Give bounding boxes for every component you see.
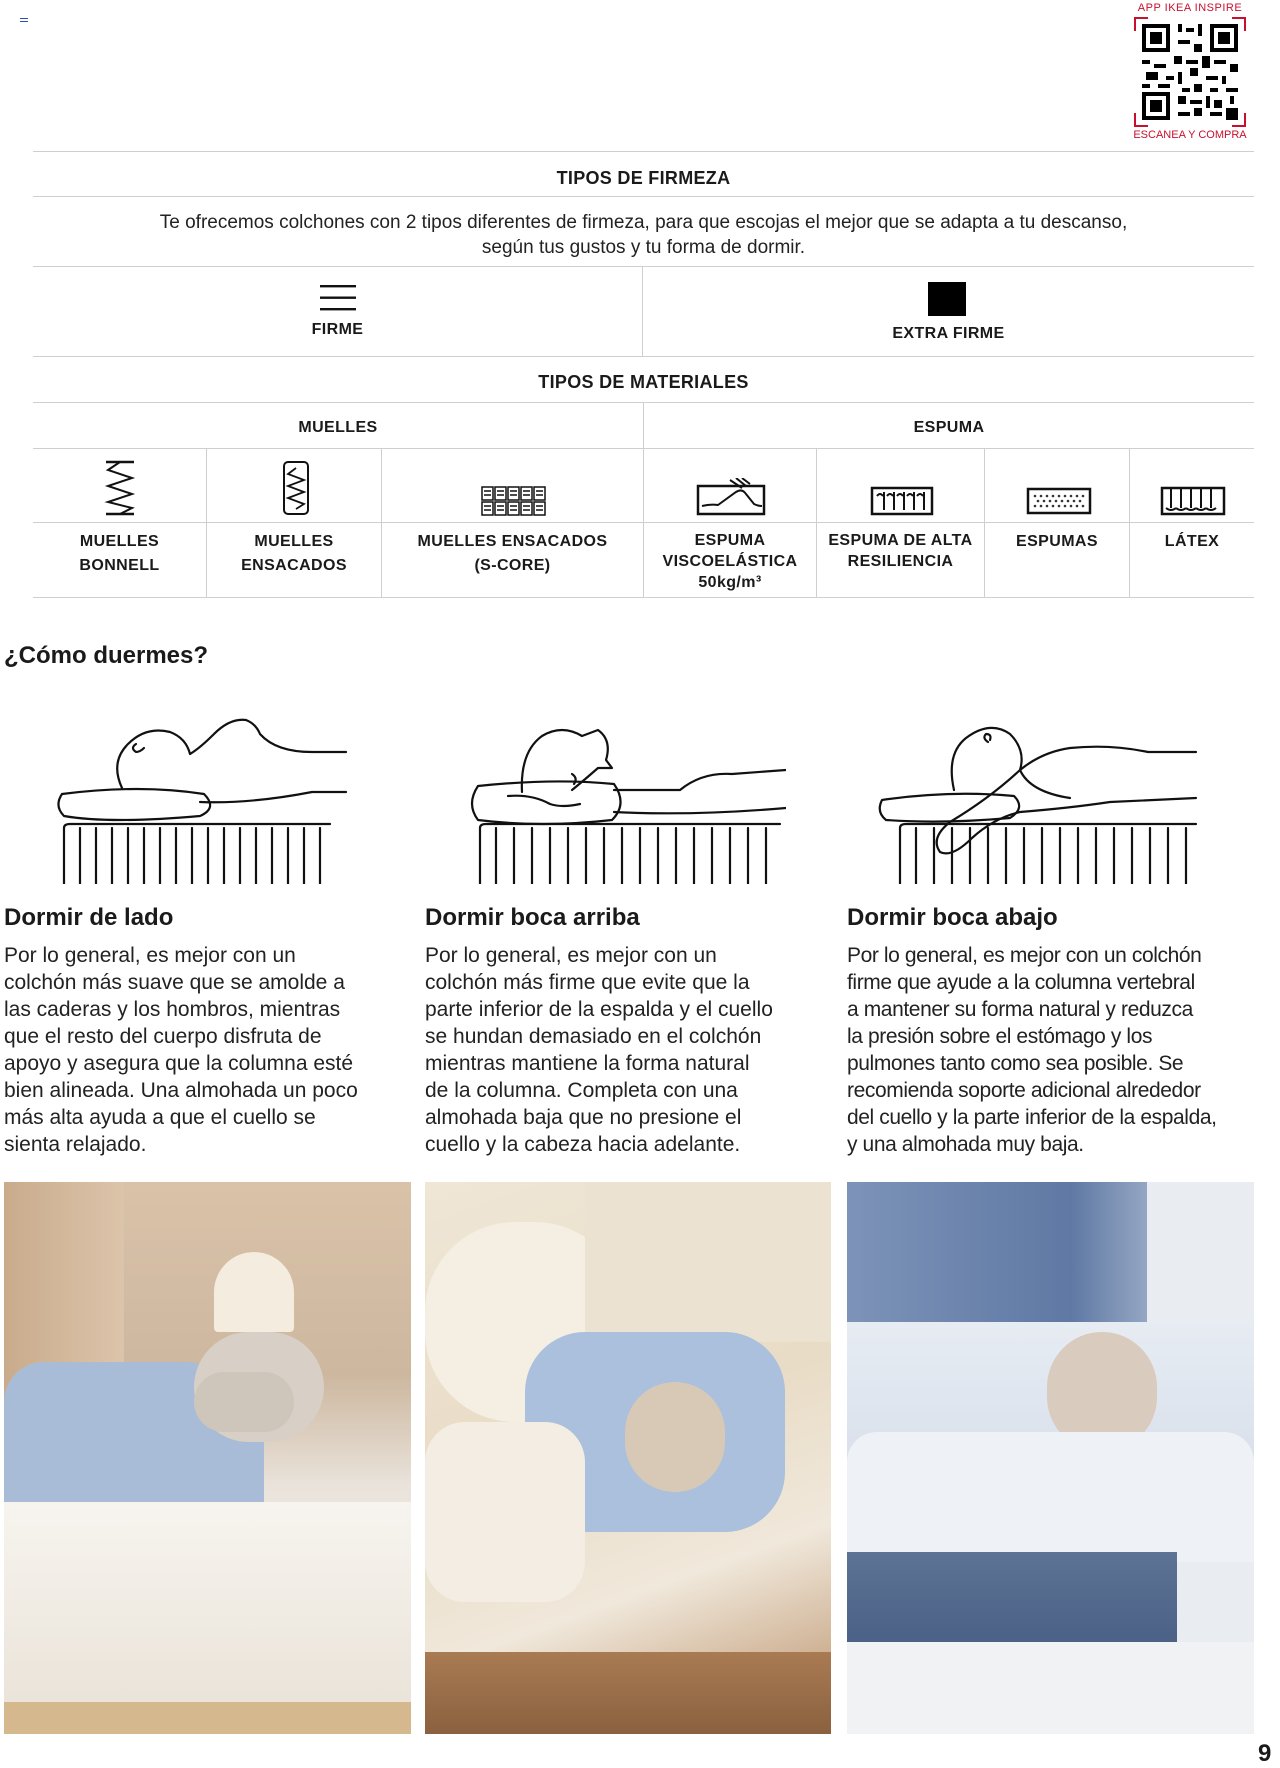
material-label [817, 530, 984, 572]
sleep-section-title: ¿Cómo duermes? [4, 642, 209, 669]
group-espuma: ESPUMA [913, 419, 985, 436]
firmness-intro [33, 210, 1254, 260]
material-label [207, 530, 381, 578]
memory-foam-icon [696, 478, 766, 516]
divider [1129, 448, 1130, 598]
firmness-label: EXTRA FIRME [892, 325, 1005, 342]
sleep-column-title: Dormir boca arriba [425, 904, 640, 931]
qr-code-block[interactable] [1130, 0, 1250, 152]
page-number: 9 [1258, 1740, 1272, 1767]
text-line: colchón más suave que se amolde a [4, 971, 345, 994]
text-line: la presión sobre el estómago y los [847, 1025, 1153, 1048]
text-line: recomienda soporte adicional alrededor [847, 1079, 1201, 1102]
text-line: Por lo general, es mejor con un [4, 944, 296, 967]
material-label [382, 530, 643, 578]
text-line: de la columna. Completa con una [425, 1079, 738, 1102]
sleep-column-back [425, 904, 837, 1158]
material-label [644, 530, 816, 593]
firmness-intro-line: según tus gustos y tu forma de dormir. [481, 237, 806, 258]
materials-title: TIPOS DE MATERIALES [538, 372, 749, 392]
photo-side-sleeper [4, 1182, 411, 1734]
divider [33, 522, 1254, 523]
text-line: cuello y la cabeza hacia adelante. [425, 1133, 741, 1156]
qr-top-text: APP IKEA INSPIRE [1137, 2, 1243, 14]
material-label-line: MUELLES [254, 533, 334, 550]
divider [33, 151, 1254, 152]
qr-bottom-text: ESCANEA Y COMPRA [1133, 129, 1247, 141]
material-label-line: ESPUMA [694, 532, 766, 549]
sleep-column-side [4, 904, 414, 1158]
material-label-line: BONNELL [79, 557, 160, 574]
text-line: del cuello y la parte inferior de la espalda, [847, 1106, 1217, 1129]
sleep-column-stomach [847, 904, 1267, 1158]
sleep-column-text [4, 942, 414, 1158]
firmness-firme [33, 266, 642, 356]
firmness-title: TIPOS DE FIRMEZA [556, 168, 731, 188]
text-line: y una almohada muy baja. [847, 1133, 1084, 1156]
qr-code-icon [1134, 17, 1246, 127]
text-line: apoyo y asegura que la columna esté [4, 1052, 354, 1075]
material-label-line: MUELLES ENSACADOS [417, 533, 608, 550]
text-line: que el resto del cuerpo disfruta de [4, 1025, 322, 1048]
photo-back-sleeper [425, 1182, 831, 1734]
latex-icon [1160, 486, 1226, 516]
material-label [33, 530, 206, 578]
stomach-sleeper-illustration [870, 712, 1200, 884]
text-line: se hundan demasiado en el colchón [425, 1025, 762, 1048]
text-line: almohada baja que no presione el [425, 1106, 742, 1129]
menu-icon[interactable] [20, 18, 28, 24]
material-label-line: RESILIENCIA [847, 553, 954, 570]
text-line: Por lo general, es mejor con un colchón [847, 944, 1202, 967]
text-line: sienta relajado. [4, 1133, 147, 1156]
firmness-extra-firme [643, 266, 1254, 356]
back-sleeper-illustration [462, 712, 786, 884]
divider [33, 196, 1254, 197]
text-line: bien alineada. Una almohada un poco [4, 1079, 358, 1102]
firmness-intro-line: Te ofrecemos colchones con 2 tipos diferentes de firmeza, para que escojas el mejor que se adapta a tu descanso, [159, 212, 1128, 233]
black-square-icon [928, 282, 966, 316]
s-core-spring-icon [481, 486, 547, 516]
divider [33, 356, 1254, 357]
sleep-column-title: Dormir de lado [4, 904, 174, 931]
sleep-column-text [425, 942, 837, 1158]
three-lines-icon [320, 285, 356, 311]
divider [33, 597, 1254, 598]
text-line: a mantener su forma natural y reduzca [847, 998, 1193, 1021]
material-label-line: (S-CORE) [474, 557, 551, 574]
side-sleeper-illustration [50, 712, 360, 884]
material-label-line: ESPUMA DE ALTA [828, 532, 973, 549]
divider [816, 448, 817, 598]
firmness-label: FIRME [311, 321, 364, 338]
text-line: Por lo general, es mejor con un [425, 944, 717, 967]
group-muelles: MUELLES [298, 419, 378, 436]
material-label-line: ENSACADOS [241, 557, 347, 574]
divider [984, 448, 985, 598]
text-line: colchón más firme que evite que la [425, 971, 750, 994]
pocket-spring-icon [282, 460, 310, 516]
text-line: firme que ayude a la columna vertebral [847, 971, 1195, 994]
text-line: más alta ayuda a que el cuello se [4, 1106, 316, 1129]
material-label-line: MUELLES [79, 533, 160, 550]
text-line: pulmones tanto como sea posible. Se [847, 1052, 1184, 1075]
material-label-line: 50kg/m³ [698, 574, 762, 591]
foams-icon [1026, 487, 1092, 515]
bonnell-spring-icon [104, 460, 136, 516]
material-label-line: VISCOELÁSTICA [662, 553, 798, 570]
sleep-column-text [847, 942, 1267, 1158]
text-line: mientras mantiene la forma natural [425, 1052, 750, 1075]
text-line: parte inferior de la espalda y el cuello [425, 998, 773, 1021]
photo-stomach-sleeper [847, 1182, 1254, 1734]
sleep-column-title: Dormir boca abajo [847, 904, 1058, 931]
material-label: LÁTEX [1164, 533, 1220, 550]
high-resilience-foam-icon [870, 486, 934, 516]
material-label: ESPUMAS [1016, 533, 1098, 550]
text-line: las caderas y los hombros, mientras [4, 998, 341, 1021]
